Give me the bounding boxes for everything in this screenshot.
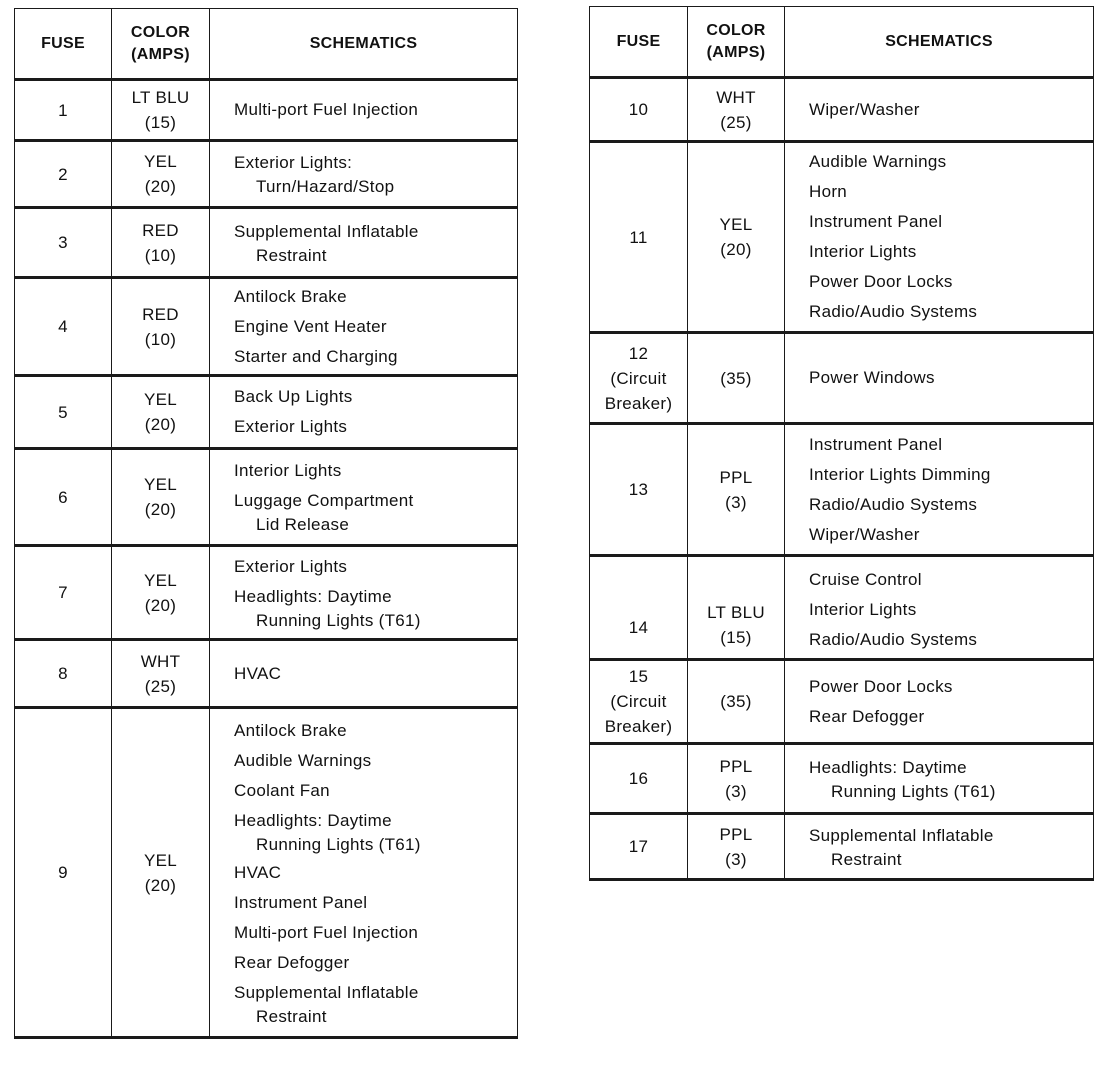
- fuse-number: 4: [15, 278, 112, 376]
- fuse-color-amps: PPL (3): [688, 744, 785, 814]
- fuse-color-amps: WHT (25): [688, 78, 785, 142]
- fuse-number: 14: [590, 556, 688, 660]
- fuse-schematics: Interior Lights Luggage Compartment Lid Release: [210, 449, 518, 546]
- header-color-amps: COLOR (AMPS): [688, 7, 785, 78]
- fuse-number: 3: [15, 208, 112, 278]
- fuse-schematics: Headlights: Daytime Running Lights (T61): [785, 744, 1094, 814]
- table-row: [15, 640, 518, 708]
- fuse-schematics: Power Door Locks Rear Defogger: [785, 660, 1094, 744]
- fuse-number: 13: [590, 424, 688, 556]
- header-fuse: FUSE: [590, 7, 688, 78]
- fuse-color-amps: (35): [688, 660, 785, 744]
- fuse-color-amps: YEL (20): [112, 141, 210, 208]
- fuse-color-amps: YEL (20): [112, 449, 210, 546]
- header-color-amps: COLOR (AMPS): [112, 9, 210, 80]
- fuse-schematics: Wiper/Washer: [785, 78, 1094, 142]
- fuse-number: 8: [15, 640, 112, 708]
- fuse-schematics: Multi-port Fuel Injection: [210, 80, 518, 141]
- table-row: [590, 78, 1094, 142]
- fuse-color-amps: RED (10): [112, 278, 210, 376]
- fuse-color-amps: PPL (3): [688, 814, 785, 880]
- header-schematics: SCHEMATICS: [785, 7, 1094, 78]
- fuse-schematics: Antilock Brake Engine Vent Heater Starter and Charging: [210, 278, 518, 376]
- fuse-number: 1: [15, 80, 112, 141]
- table-row: [590, 744, 1094, 814]
- fuse-schematics: Instrument Panel Interior Lights Dimming Radio/Audio Systems Wiper/Washer: [785, 424, 1094, 556]
- fuse-number: 10: [590, 78, 688, 142]
- fuse-number: 5: [15, 376, 112, 449]
- table-row: [15, 141, 518, 208]
- table-row: [15, 278, 518, 376]
- fuse-schematics: Antilock Brake Audible Warnings Coolant Fan Headlights: Daytime Running Lights (T61) HVAC Instrument Panel Multi-port Fuel Injection Rear Defogger Supplemental Inflatable Restraint: [210, 708, 518, 1038]
- fuse-schematics: Exterior Lights Headlights: Daytime Running Lights (T61): [210, 546, 518, 640]
- fuse-number: 9: [15, 708, 112, 1038]
- fuse-number: 15 (Circuit Breaker): [590, 660, 688, 744]
- fuse-color-amps: PPL (3): [688, 424, 785, 556]
- fuse-color-amps: WHT (25): [112, 640, 210, 708]
- fuse-color-amps: (35): [688, 333, 785, 424]
- fuse-table-right: [589, 6, 1094, 881]
- table-row: [590, 556, 1094, 660]
- fuse-color-amps: YEL (20): [688, 142, 785, 333]
- table-row: [15, 208, 518, 278]
- fuse-schematics: HVAC: [210, 640, 518, 708]
- table-row: [590, 333, 1094, 424]
- fuse-color-amps: RED (10): [112, 208, 210, 278]
- table-row: [590, 660, 1094, 744]
- table-row: [590, 814, 1094, 880]
- table-row: [15, 376, 518, 449]
- fuse-number: 7: [15, 546, 112, 640]
- fuse-color-amps: YEL (20): [112, 546, 210, 640]
- fuse-number: 2: [15, 141, 112, 208]
- table-row: [15, 708, 518, 1038]
- fuse-number: 11: [590, 142, 688, 333]
- fuse-number: 16: [590, 744, 688, 814]
- fuse-schematics: Back Up Lights Exterior Lights: [210, 376, 518, 449]
- table-row: [15, 80, 518, 141]
- table-row: [15, 546, 518, 640]
- fuse-schematics: Exterior Lights: Turn/Hazard/Stop: [210, 141, 518, 208]
- fuse-number: 12 (Circuit Breaker): [590, 333, 688, 424]
- table-row: [15, 449, 518, 546]
- fuse-color-amps: LT BLU (15): [688, 556, 785, 660]
- table-row: [590, 142, 1094, 333]
- fuse-schematics: Audible Warnings Horn Instrument Panel Interior Lights Power Door Locks Radio/Audio Systems: [785, 142, 1094, 333]
- fuse-color-amps: YEL (20): [112, 708, 210, 1038]
- fuse-number: 6: [15, 449, 112, 546]
- table-row: [590, 424, 1094, 556]
- fuse-color-amps: YEL (20): [112, 376, 210, 449]
- header-schematics: SCHEMATICS: [210, 9, 518, 80]
- fuse-schematics: Cruise Control Interior Lights Radio/Audio Systems: [785, 556, 1094, 660]
- fuse-number: 17: [590, 814, 688, 880]
- header-fuse: FUSE: [15, 9, 112, 80]
- fuse-table-left: [14, 8, 518, 1039]
- fuse-color-amps: LT BLU (15): [112, 80, 210, 141]
- fuse-schematics: Power Windows: [785, 333, 1094, 424]
- fuse-schematics: Supplemental Inflatable Restraint: [785, 814, 1094, 880]
- fuse-schematics: Supplemental Inflatable Restraint: [210, 208, 518, 278]
